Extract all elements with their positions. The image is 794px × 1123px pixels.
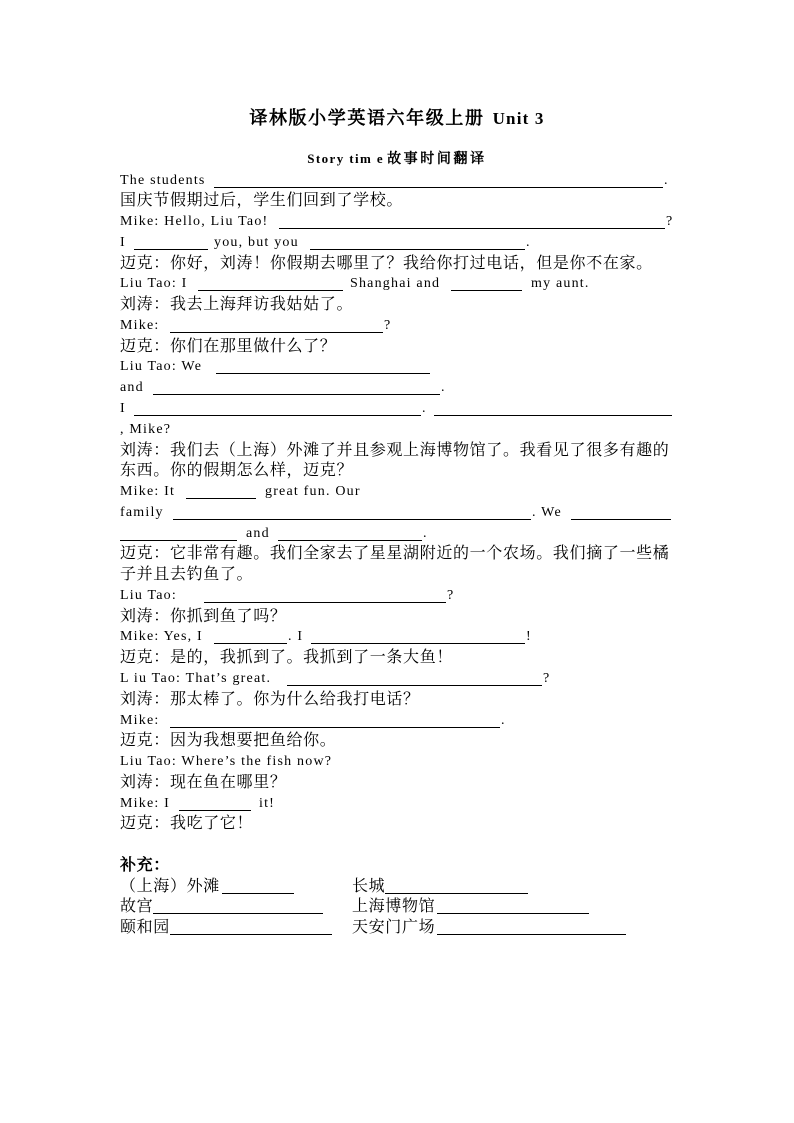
line-text: I	[120, 401, 126, 417]
story-line	[0, 482, 794, 503]
line-text: Mike:	[120, 712, 160, 728]
line-text: Shanghai and	[350, 276, 441, 292]
answer-blank	[204, 602, 446, 603]
story-line	[0, 337, 794, 358]
answer-blank	[173, 519, 531, 520]
answer-blank	[170, 332, 383, 333]
section-subtitle	[0, 149, 794, 169]
line-text: and	[246, 525, 270, 541]
answer-blank	[186, 498, 256, 499]
line-text: my aunt.	[531, 276, 590, 292]
story-line	[0, 711, 794, 732]
line-text: 刘涛：我去上海拜访我姑姑了。	[120, 296, 354, 314]
answer-blank	[571, 519, 671, 520]
line-text: Mike: Yes, I	[120, 629, 203, 645]
subtitle-english: Story tim e	[307, 151, 385, 166]
supplement-item: 长城	[352, 877, 386, 895]
answer-blank	[198, 290, 343, 291]
line-text: L iu Tao: That’s great.	[120, 670, 272, 686]
supplement-item: 故宫	[120, 898, 154, 916]
story-line	[0, 274, 794, 295]
line-text: family	[120, 504, 164, 520]
line-text: Mike: Hello, Liu Tao!	[120, 214, 269, 230]
line-text: .	[664, 172, 669, 188]
answer-blank	[434, 415, 672, 416]
line-text: .	[423, 525, 428, 541]
answer-blank	[278, 540, 422, 541]
story-line	[0, 544, 794, 565]
story-line	[0, 254, 794, 275]
supplement-blank	[222, 893, 294, 894]
line-text: 东西。你的假期怎么样，迈克？	[120, 462, 354, 480]
story-line	[0, 814, 794, 835]
line-text: . I	[288, 629, 304, 645]
story-line	[0, 357, 794, 378]
answer-blank	[287, 685, 542, 686]
story-line	[0, 171, 794, 192]
supplement-blank	[153, 913, 323, 914]
title-chinese: 译林版小学英语六年级上册	[249, 108, 485, 128]
story-line	[0, 503, 794, 524]
line-text: you, but you	[214, 234, 299, 250]
supplement-blank	[437, 913, 589, 914]
story-line	[0, 524, 794, 545]
supplement-item: 上海博物馆	[352, 898, 436, 916]
story-line	[0, 212, 794, 233]
answer-blank	[134, 249, 208, 250]
story-line	[0, 461, 794, 482]
answer-blank	[153, 394, 440, 395]
supplement-row	[0, 897, 794, 918]
story-line	[0, 669, 794, 690]
line-text: The students	[120, 172, 206, 188]
line-text: , Mike?	[120, 421, 172, 437]
story-line	[0, 627, 794, 648]
answer-blank	[279, 228, 665, 229]
story-line	[0, 399, 794, 420]
supplement-item: 颐和园	[120, 919, 170, 937]
line-text: 刘涛：那太棒了。你为什么给我打电话？	[120, 690, 420, 708]
story-line	[0, 607, 794, 628]
line-text: great fun. Our	[265, 484, 361, 500]
line-text: .	[422, 401, 427, 417]
story-line	[0, 420, 794, 441]
line-text: ?	[447, 587, 455, 603]
answer-blank	[311, 643, 525, 644]
title-unit: Unit 3	[492, 109, 545, 128]
line-text: .	[526, 234, 531, 250]
line-text: Liu Tao: I	[120, 276, 188, 292]
line-text: .	[441, 380, 446, 396]
line-text: !	[526, 629, 532, 645]
page-title	[0, 106, 794, 130]
story-line	[0, 731, 794, 752]
answer-blank	[170, 727, 500, 728]
supplement-row	[0, 918, 794, 939]
supplement-item: （上海）外滩	[120, 877, 220, 895]
line-text: and	[120, 380, 144, 396]
story-line	[0, 316, 794, 337]
line-text: Mike: I	[120, 795, 171, 811]
line-text: Mike: It	[120, 484, 176, 500]
story-line	[0, 565, 794, 586]
supplement-heading-line	[0, 856, 794, 877]
line-text: 刘涛：你抓到鱼了吗？	[120, 607, 287, 625]
line-text: Mike:	[120, 317, 160, 333]
story-line	[0, 441, 794, 462]
line-text: 迈克：你们在那里做什么了？	[120, 337, 337, 355]
line-text: 刘涛：现在鱼在哪里？	[120, 773, 287, 791]
answer-blank	[214, 187, 663, 188]
line-text: it!	[259, 795, 276, 811]
story-line	[0, 773, 794, 794]
line-text: .	[501, 712, 506, 728]
line-text: 刘涛：我们去（上海）外滩了并且参观上海博物馆了。我看见了很多有趣的	[120, 441, 670, 459]
line-text: Liu Tao: We	[120, 359, 203, 375]
supplement-blank	[437, 934, 626, 935]
answer-blank	[179, 810, 251, 811]
supplement-blank	[385, 893, 528, 894]
line-text: 子并且去钓鱼了。	[120, 566, 254, 584]
story-line	[0, 586, 794, 607]
story-line	[0, 752, 794, 773]
line-text: 迈克：它非常有趣。我们全家去了星星湖附近的一个农场。我们摘了一些橘	[120, 545, 670, 563]
supplement-row	[0, 877, 794, 898]
story-line	[0, 233, 794, 254]
line-text: I	[120, 234, 126, 250]
story-line	[0, 295, 794, 316]
blank-spacer-line	[0, 835, 794, 856]
supplement-item: 天安门广场	[352, 919, 436, 937]
subtitle-chinese: 故事时间翻译	[387, 152, 487, 167]
story-line	[0, 794, 794, 815]
line-text: 迈克：因为我想要把鱼给你。	[120, 732, 337, 750]
answer-blank	[120, 540, 237, 541]
line-text: ?	[543, 670, 551, 686]
answer-blank	[451, 290, 522, 291]
story-line	[0, 648, 794, 669]
line-text: . We	[532, 504, 562, 520]
line-text: ?	[666, 214, 674, 230]
line-text: 迈克：是的，我抓到了。我抓到了一条大鱼！	[120, 649, 454, 667]
line-text: Liu Tao:	[120, 587, 177, 603]
story-line	[0, 191, 794, 212]
supplement-blank	[170, 934, 332, 935]
line-text: Liu Tao: Where’s the fish now?	[120, 754, 333, 770]
story-line	[0, 690, 794, 711]
line-text: 迈克：你好，刘涛！你假期去哪里了？我给你打过电话，但是你不在家。	[120, 254, 653, 272]
answer-blank	[310, 249, 525, 250]
line-text: 国庆节假期过后，学生们回到了学校。	[120, 192, 404, 210]
answer-blank	[214, 643, 287, 644]
story-translation	[0, 171, 794, 939]
line-text: 迈克：我吃了它！	[120, 815, 254, 833]
story-line	[0, 378, 794, 399]
line-text: ?	[384, 317, 392, 333]
answer-blank	[216, 373, 430, 374]
supplement-heading: 补充：	[120, 856, 170, 874]
answer-blank	[134, 415, 421, 416]
